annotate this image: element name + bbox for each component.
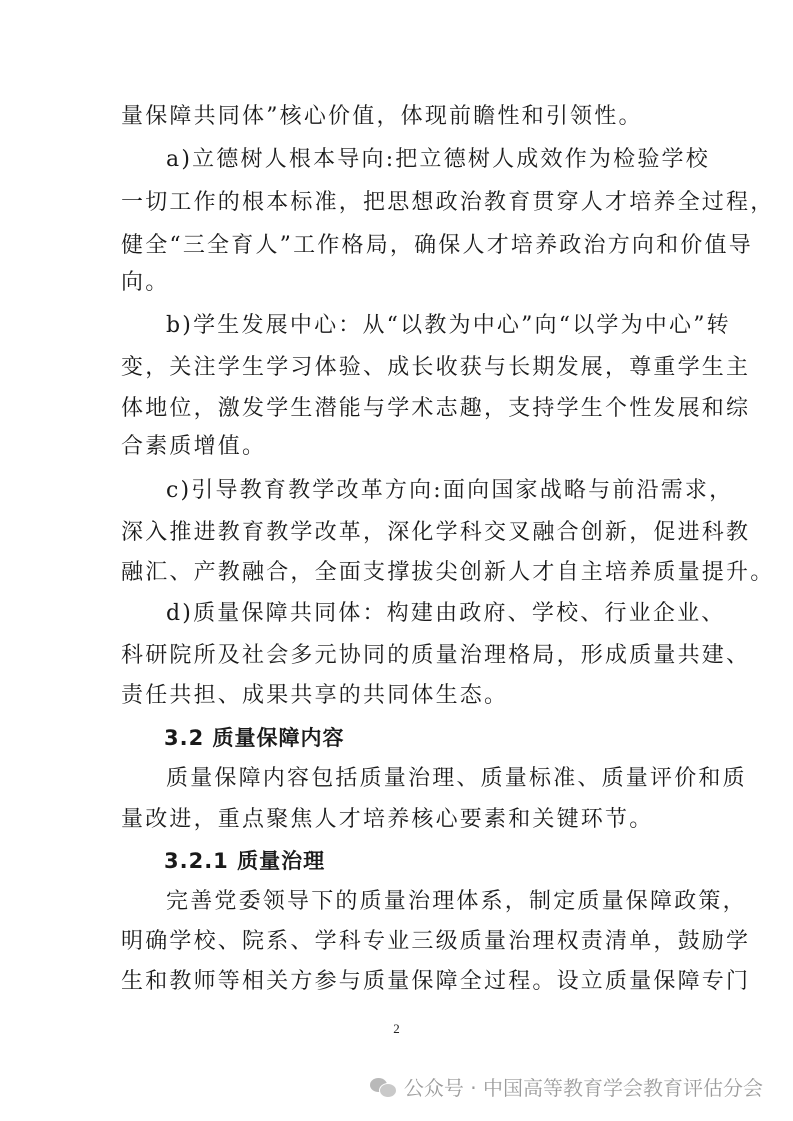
paragraph-line: 一切工作的根本标准，把思想政治教育贯穿人才培养全过程， <box>121 190 775 215</box>
paragraph-line: 生和教师等相关方参与质量保障全过程。设立质量保障专门 <box>121 969 751 994</box>
paragraph-line: 量改进，重点聚焦人才培养核心要素和关键环节。 <box>121 807 654 832</box>
paragraph-line: 向。 <box>121 270 170 295</box>
paragraph-line: 责任共担、成果共享的共同体生态。 <box>121 683 509 708</box>
section-heading: 3.2 质量保障内容 <box>164 726 345 750</box>
paragraph-line: 量保障共同体”核心价值，体现前瞻性和引领性。 <box>121 104 643 129</box>
paragraph-line: 深入推进教育教学改革，深化学科交叉融合创新，促进科教 <box>121 520 751 545</box>
paragraph-line: a)立德树人根本导向:把立德树人成效作为检验学校 <box>166 147 710 172</box>
paragraph-line: 科研院所及社会多元协同的质量治理格局，形成质量共建、 <box>121 643 751 668</box>
watermark-text: 公众号 · 中国高等教育学会教育评估分会 <box>403 1076 763 1100</box>
paragraph-line: 健全“三全育人”工作格局，确保人才培养政治方向和价值导 <box>121 233 753 258</box>
wechat-icon <box>370 1076 396 1098</box>
paragraph-line: 变，关注学生学习体验、成长收获与长期发展，尊重学生主 <box>121 355 751 380</box>
paragraph-line: 体地位，激发学生潜能与学术志趣，支持学生个性发展和综 <box>121 396 751 421</box>
subsection-heading: 3.2.1 质量治理 <box>164 849 326 873</box>
paragraph-line: d)质量保障共同体：构建由政府、学校、行业企业、 <box>166 601 726 626</box>
wechat-watermark <box>370 1072 763 1101</box>
paragraph-line: c)引导教育教学改革方向:面向国家战略与前沿需求， <box>166 478 734 503</box>
paragraph-line: 合素质增值。 <box>121 434 267 459</box>
paragraph-line: 明确学校、院系、学科专业三级质量治理权责清单，鼓励学 <box>121 929 751 954</box>
paragraph-line: 质量保障内容包括质量治理、质量标准、质量评价和质 <box>166 766 747 791</box>
paragraph-line: b)学生发展中心：从“以教为中心”向“以学为中心”转 <box>166 313 731 338</box>
paragraph-line: 完善党委领导下的质量治理体系，制定质量保障政策， <box>166 889 747 914</box>
page-number: 2 <box>393 1021 400 1036</box>
paragraph-line: 融汇、产教融合，全面支撑拔尖创新人才自主培养质量提升。 <box>121 560 775 585</box>
